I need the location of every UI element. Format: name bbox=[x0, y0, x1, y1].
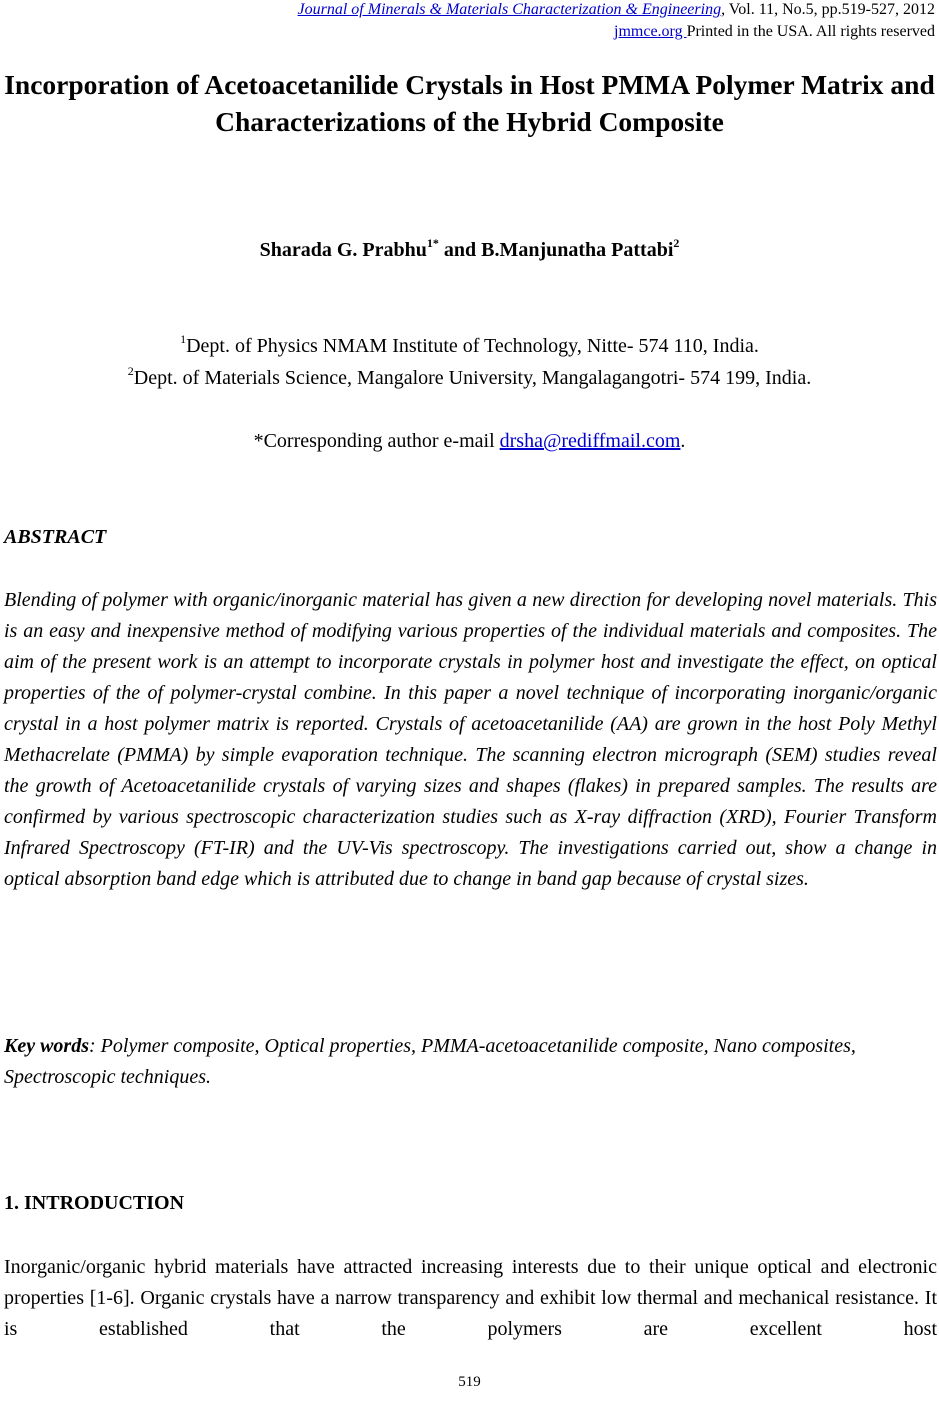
corresponding-prefix: *Corresponding author e-mail bbox=[253, 430, 500, 452]
author-2-name: B.Manjunatha Pattabi bbox=[481, 239, 674, 261]
keywords-text: Polymer composite, Optical properties, PMMA-acetoacetanilide composite, Nano composites, Spectroscopic techniques. bbox=[4, 1035, 856, 1088]
corresponding-author bbox=[0, 427, 939, 455]
keywords bbox=[4, 1031, 937, 1093]
rights-header bbox=[614, 22, 935, 42]
author-line bbox=[0, 236, 939, 264]
corresponding-suffix: . bbox=[680, 430, 686, 452]
journal-link[interactable]: Journal of Minerals & Materials Characterization & Engineering bbox=[297, 1, 722, 18]
abstract-heading: ABSTRACT bbox=[4, 526, 107, 548]
affiliation-2-text: Dept. of Materials Science, Mangalore University, Mangalagangotri- 574 199, India. bbox=[133, 367, 812, 389]
introduction-heading: 1. INTRODUCTION bbox=[4, 1192, 185, 1214]
author-connector: and bbox=[438, 239, 482, 261]
author-1-sup: 1* bbox=[426, 236, 439, 250]
affiliation-2 bbox=[0, 364, 939, 392]
paper-title: Incorporation of Acetoacetanilide Crystals in Host PMMA Polymer Matrix and Characterizations of the Hybrid Composite bbox=[4, 69, 935, 137]
introduction-body: Inorganic/organic hybrid materials have attracted increasing interests due to their unique optical and electronic properties [1-6]. Organic crystals have a narrow transparency and exhibit low thermal and mechanical resistance. It is established that the polymers are excellent host bbox=[4, 1256, 937, 1340]
rights-text: Printed in the USA. All rights reserved bbox=[686, 23, 935, 40]
keywords-label: Key words bbox=[4, 1035, 89, 1057]
affiliation-1-text: Dept. of Physics NMAM Institute of Technology, Nitte- 574 110, India. bbox=[186, 335, 759, 357]
email-link[interactable]: drsha@rediffmail.com bbox=[499, 430, 681, 452]
author-1-name: Sharada G. Prabhu bbox=[259, 239, 427, 261]
journal-header bbox=[298, 0, 935, 20]
keywords-separator: : bbox=[89, 1035, 101, 1057]
abstract-body: Blending of polymer with organic/inorganic material has given a new direction for developing novel materials. This is an easy and inexpensive method of modifying various properties of the individual materials and composites. The aim of the present work is an attempt to incorporate crystals in polymer host and investigate the effect, on optical properties of the of polymer-crystal combine. In this paper a novel technique of incorporating inorganic/organic crystal in a host polymer matrix is reported. Crystals of acetoacetanilide (AA) are grown in the host Poly Methyl Methacrelate (PMMA) by simple evaporation technique. The scanning electron micrograph (SEM) studies reveal the growth of Acetoacetanilide crystals of varying sizes and shapes (flakes) in prepared samples. The results are confirmed by various spectroscopic characterization studies such as X-ray diffraction (XRD), Fourier Transform Infrared Spectroscopy (FT-IR) and the UV-Vis spectroscopy. The investigations carried out, show a change in optical absorption band edge which is attributed due to change in band gap because of crystal sizes. bbox=[4, 589, 937, 890]
site-link[interactable]: jmmce.org bbox=[614, 23, 687, 40]
author-2-sup: 2 bbox=[673, 236, 680, 250]
affiliation-2-sup: 2 bbox=[127, 364, 134, 378]
page-number: 519 bbox=[458, 1374, 481, 1390]
affiliation-1-sup: 1 bbox=[180, 332, 187, 346]
affiliation-1 bbox=[0, 332, 939, 360]
volume-info: , Vol. 11, No.5, pp.519-527, 2012 bbox=[721, 1, 935, 18]
